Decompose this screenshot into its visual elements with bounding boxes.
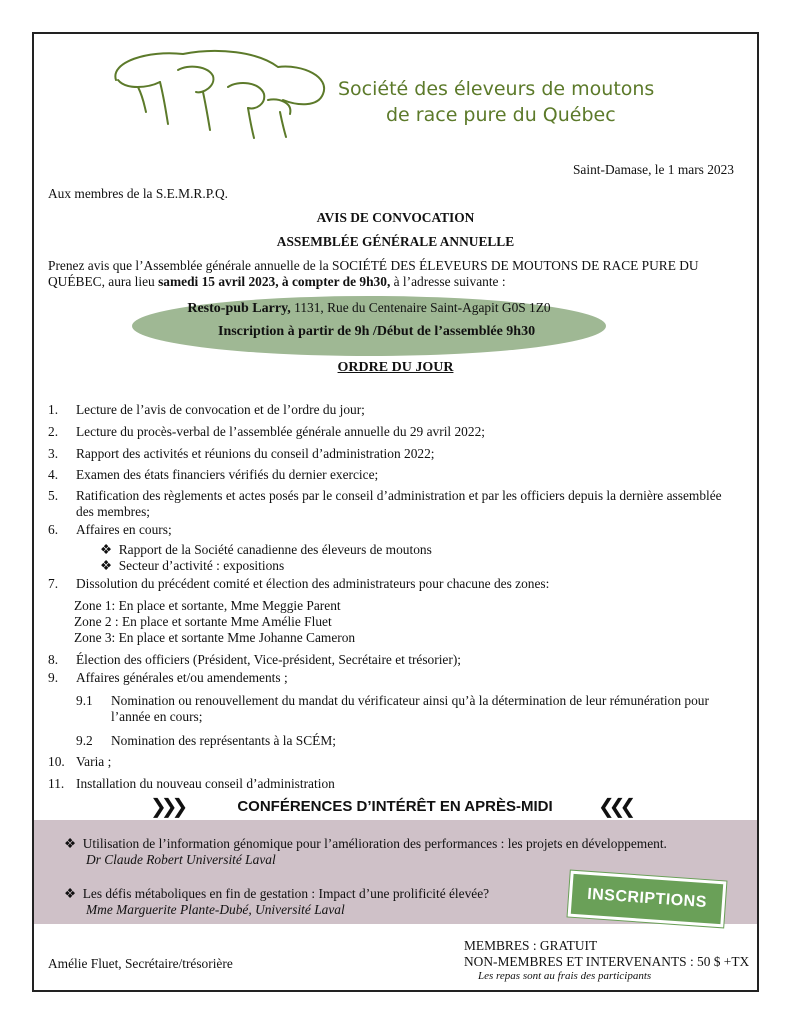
members-price: MEMBRES : GRATUIT bbox=[464, 938, 598, 953]
conferences-title: CONFÉRENCES D’INTÉRÊT EN APRÈS-MIDI bbox=[237, 798, 553, 815]
bullet-item: ❖ Rapport de la Société canadienne des éleveurs de moutons bbox=[100, 542, 432, 557]
talk-speaker: Mme Marguerite Plante-Dubé, Université Laval bbox=[86, 902, 345, 917]
sub-item-text: Nomination ou renouvellement du mandat du vérificateur ainsi qu’à la détermination de leur rémunération pour l’année en cours; bbox=[111, 693, 709, 724]
venue-name: Resto-pub Larry, bbox=[187, 301, 291, 316]
intro-date: samedi 15 avril 2023, à compter de 9h30, bbox=[158, 274, 391, 289]
agenda-title: ORDRE DU JOUR bbox=[337, 360, 454, 375]
talk-speaker: Dr Claude Robert Université Laval bbox=[86, 852, 276, 867]
chevron-right-icon: ❯❯❯ bbox=[150, 794, 183, 818]
meals-note: Les repas sont au frais des participants bbox=[478, 970, 652, 982]
title-assemblee: ASSEMBLÉE GÉNÉRALE ANNUELLE bbox=[276, 234, 515, 249]
talk-title: ❖ Les défis métaboliques en fin de gestation : Impact d’une prolificité élevée? bbox=[64, 886, 490, 901]
inscriptions-button[interactable]: INSCRIPTIONS bbox=[568, 871, 727, 928]
recipients: Aux membres de la S.E.M.R.P.Q. bbox=[48, 186, 229, 201]
zone-line: Zone 2 : En place et sortante Mme Amélie Fluet bbox=[74, 614, 332, 629]
logo-title-line1: Société des éleveurs de moutons bbox=[338, 78, 655, 100]
logo-title-line2: de race pure du Québec bbox=[386, 104, 616, 126]
venue-line bbox=[132, 300, 606, 317]
chevron-left-icon: ❮❮❮ bbox=[598, 794, 631, 818]
zone-line: Zone 3: En place et sortante Mme Johanne Cameron bbox=[74, 630, 356, 645]
title-avis: AVIS DE CONVOCATION bbox=[316, 210, 475, 225]
sheep-logo-icon bbox=[108, 42, 340, 144]
bullet-item: ❖ Secteur d’activité : expositions bbox=[100, 558, 285, 573]
place-date: Saint-Damase, le 1 mars 2023 bbox=[572, 162, 734, 177]
intro-paragraph bbox=[48, 258, 744, 290]
intro-part1: Prenez avis que l’Assemblée générale annuelle de la SOCIÉTÉ DES ÉLEVEURS DE MOUTONS DE RACE PURE DU QUÉBEC, aura lieu bbox=[48, 258, 699, 289]
talk-title: ❖ Utilisation de l’information génomique pour l’amélioration des performances : les projets en développement. bbox=[64, 836, 667, 851]
sub-item-number: 9.2 bbox=[76, 733, 93, 748]
venue-schedule: Inscription à partir de 9h /Début de l’assemblée 9h30 bbox=[218, 324, 536, 339]
signature: Amélie Fluet, Secrétaire/trésorière bbox=[48, 956, 233, 971]
non-members-price: NON-MEMBRES ET INTERVENANTS : 50 $ +TX bbox=[464, 954, 750, 969]
diamond-bullet-icon: ❖ bbox=[100, 542, 113, 557]
zone-line: Zone 1: En place et sortante, Mme Meggie Parent bbox=[74, 598, 341, 613]
sub-item-text: Nomination des représentants à la SCÉM; bbox=[111, 733, 336, 748]
sub-item-number: 9.1 bbox=[76, 693, 93, 708]
diamond-bullet-icon: ❖ bbox=[64, 886, 77, 901]
diamond-bullet-icon: ❖ bbox=[100, 558, 113, 573]
diamond-bullet-icon: ❖ bbox=[64, 836, 77, 851]
venue-address: 1131, Rue du Centenaire Saint-Agapit G0S 1Z0 bbox=[290, 300, 551, 315]
intro-part2: à l’adresse suivante : bbox=[390, 274, 506, 289]
